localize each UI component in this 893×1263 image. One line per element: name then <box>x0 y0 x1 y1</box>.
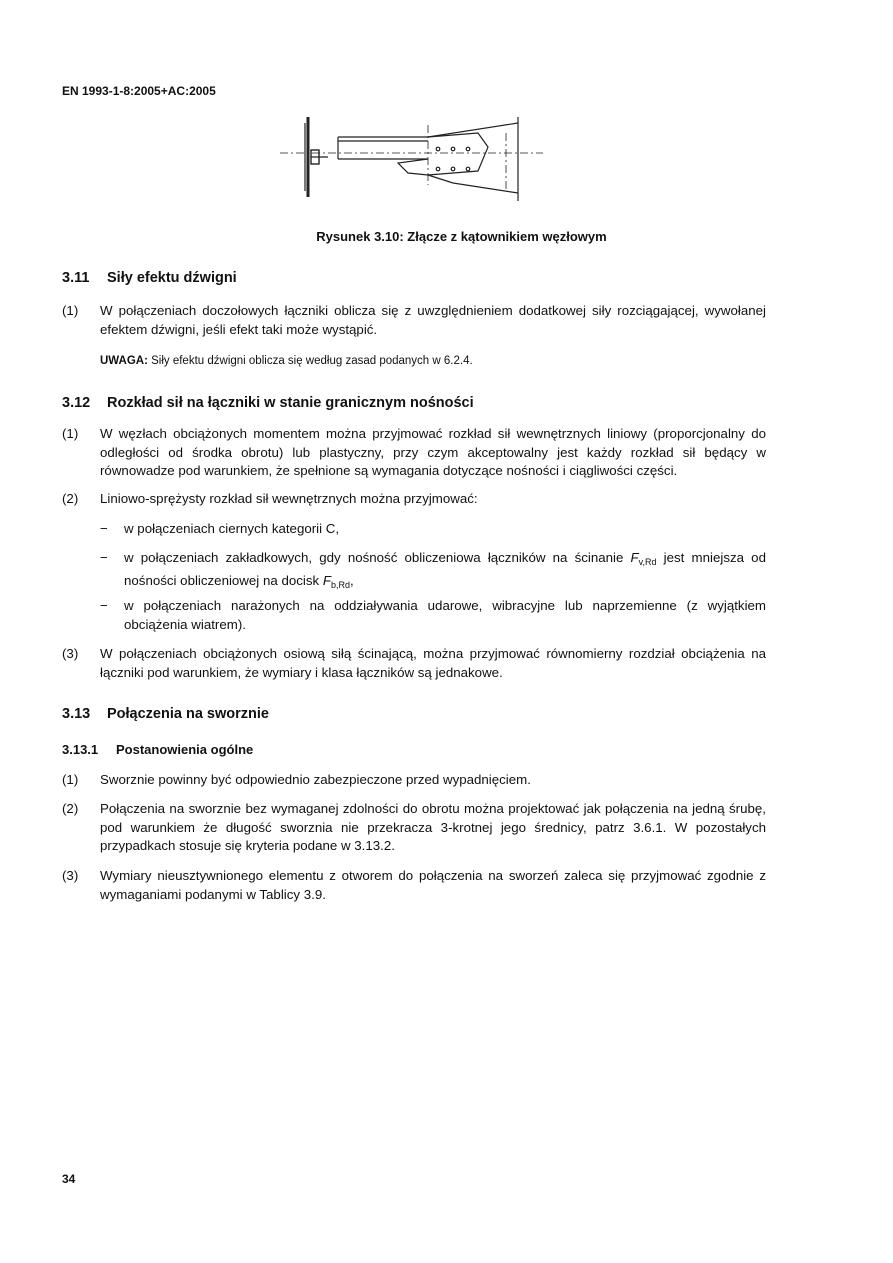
paragraph-number: (3) <box>62 868 79 883</box>
document-header: EN 1993-1-8:2005+AC:2005 <box>62 84 216 98</box>
note-text: Siły efektu dźwigni oblicza się według zasad podanych w 6.2.4. <box>147 355 473 367</box>
symbol-F-b-Rd: $F_{b,Rd}$ <box>322 572 350 590</box>
section-3-12-title <box>62 395 474 411</box>
paragraph-number: (2) <box>62 801 79 816</box>
section-3-13-title <box>62 706 269 722</box>
paragraph-3-12-2 <box>62 490 766 509</box>
list-item-text: w połączeniach narażonych na oddziaływania udarowe, wibracyjne lub naprzemienne (z wyjątkiem obciążenia wiatrem). <box>124 598 766 632</box>
subsection-heading: Postanowienia ogólne <box>116 742 254 757</box>
figure-caption: Rysunek 3.10: Złącze z kątownikiem węzłowym <box>316 229 607 244</box>
paragraph-text: Wymiary nieusztywnionego elementu z otworem do połączenia na sworzeń zaleca się przyjmować zgodnie z wymaganiami podanymi w Tablicy 3.9. <box>100 868 766 902</box>
subsection-3-13-1-title <box>62 742 253 757</box>
list-item <box>100 549 766 594</box>
symbol-F-v-Rd: $F_{v,Rd}$ <box>630 550 657 567</box>
note <box>100 353 760 369</box>
list-item <box>100 597 766 634</box>
paragraph-text: Sworznie powinny być odpowiednio zabezpieczone przed wypadnięciem. <box>100 772 531 787</box>
paragraph-number: (2) <box>62 491 79 506</box>
paragraph-3-13-3 <box>62 867 766 904</box>
section-heading: Rozkład sił na łączniki w stanie granicznym nośności <box>107 395 474 411</box>
section-heading: Siły efektu dźwigni <box>107 270 237 286</box>
section-number: 3.13 <box>62 706 91 722</box>
paragraph-number: (1) <box>62 772 79 787</box>
list-item-text: w połączeniach ciernych kategorii C, <box>124 521 340 536</box>
paragraph-text: W połączeniach obciążonych osiową siłą ścinającą, można przyjmować równomierny rozdział obciążenia na łączniki pod warunkiem, że wymiary i klasa łączników są jednakowe. <box>100 646 766 680</box>
paragraph-text: W węzłach obciążonych momentem można przyjmować rozkład sił wewnętrznych liniowy (proporcjonalny do odległości od środka obrotu) lub plastyczny, przy czym akceptowalny jest każdy rozkład sił będący w równowadze pod warunkiem, że spełnione są wymagania dotyczące nośności i ciągliwości części. <box>100 426 766 478</box>
paragraph-3-12-3 <box>62 645 766 682</box>
list-item-text: w połączeniach zakładkowych, gdy nośność obliczeniowa łączników na ścinanie $F_{v,Rd}$ jest mniejsza od nośności obliczeniowej na docisk $F_{b,Rd}$, <box>124 550 766 590</box>
paragraph-number: (3) <box>62 646 79 661</box>
paragraph-3-11-1 <box>62 302 766 339</box>
paragraph-3-13-2 <box>62 800 766 856</box>
list-item <box>100 520 766 539</box>
paragraph-number: (1) <box>62 303 79 318</box>
paragraph-number: (1) <box>62 426 79 441</box>
dash-marker: − <box>100 598 108 613</box>
section-3-11-title <box>62 270 237 286</box>
paragraph-text: Liniowo-sprężysty rozkład sił wewnętrznych można przyjmować: <box>100 491 478 506</box>
note-label: UWAGA: <box>100 355 148 367</box>
paragraph-text: W połączeniach doczołowych łączniki oblicza się z uwzględnieniem dodatkowej siły rozciągającej, wywołanej efektem dźwigni, jeśli efekt taki może wystąpić. <box>100 303 766 337</box>
paragraph-text: Połączenia na sworznie bez wymaganej zdolności do obrotu można projektować jak połączenia na jedną śrubę, pod warunkiem że długość sworznia nie przekracza 3-krotnej jego średnicy, patrz 3.6.1. W pozostałych przypadkach stosuje się kryteria podane w 3.13.2. <box>100 801 766 853</box>
paragraph-3-12-1 <box>62 425 766 481</box>
section-heading: Połączenia na sworznie <box>107 706 269 722</box>
paragraph-3-13-1 <box>62 771 766 790</box>
page-number: 34 <box>62 1172 76 1186</box>
dash-marker: − <box>100 550 108 565</box>
section-number: 3.11 <box>62 270 90 286</box>
dash-marker: − <box>100 521 108 536</box>
gusset-angle-joint-diagram <box>278 115 548 205</box>
section-number: 3.12 <box>62 395 91 411</box>
subsection-number: 3.13.1 <box>62 742 99 757</box>
